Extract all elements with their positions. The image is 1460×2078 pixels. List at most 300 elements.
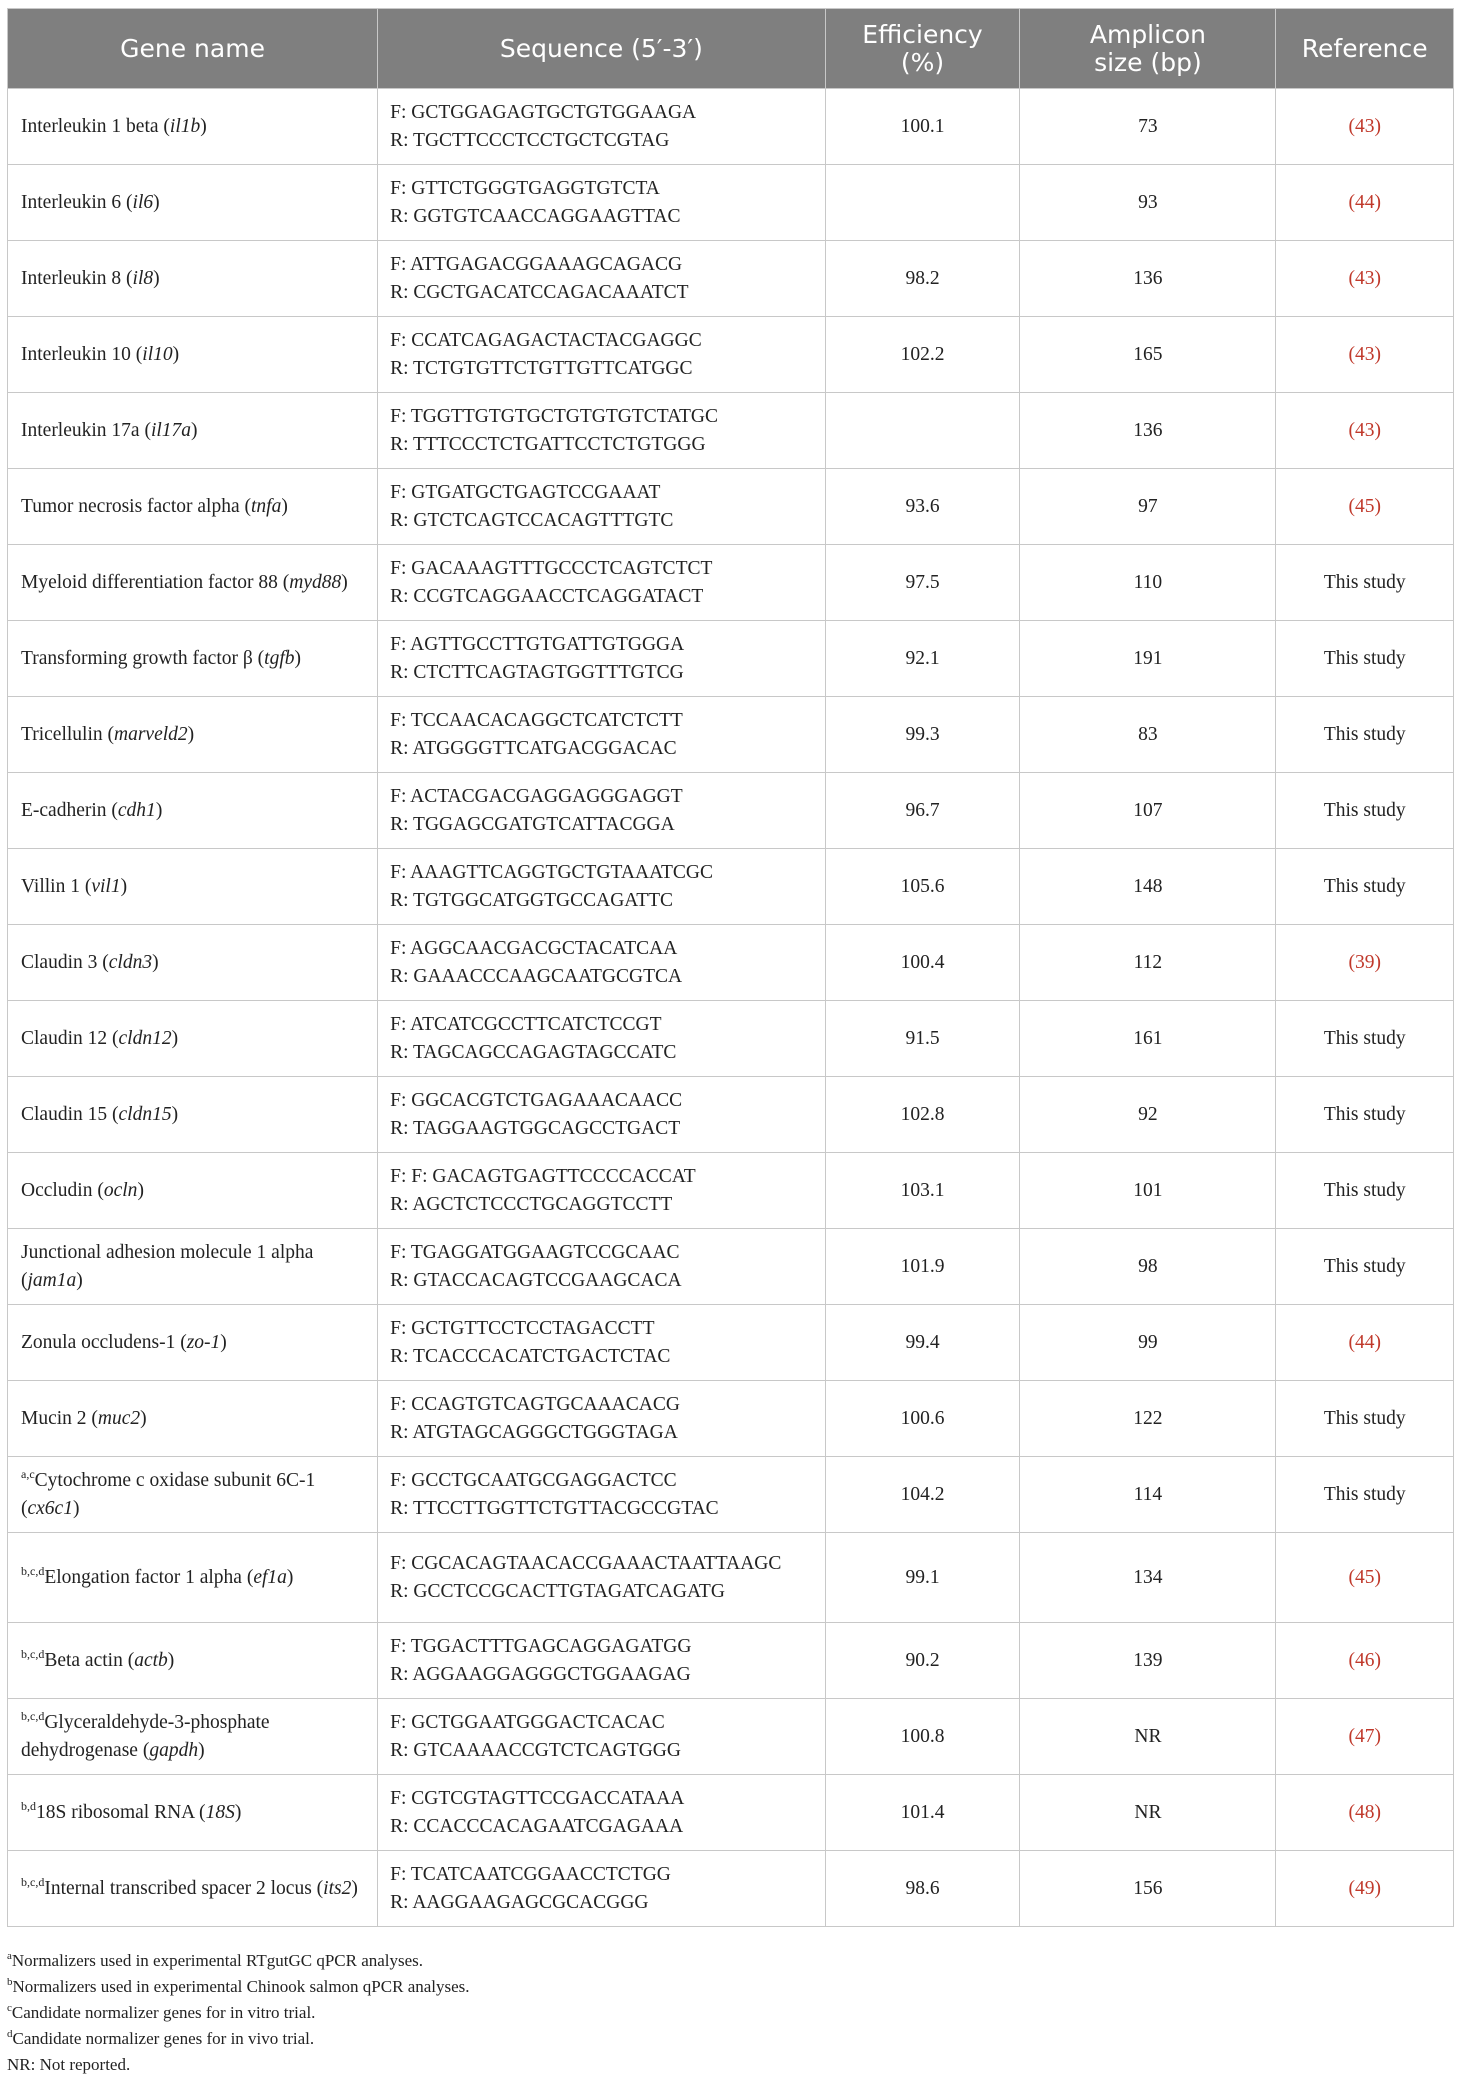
gene-name-close-paren: ) bbox=[152, 951, 159, 973]
reference-open-paren: ( bbox=[1348, 1725, 1355, 1747]
header-row bbox=[8, 9, 1454, 89]
table-row bbox=[8, 89, 1454, 165]
gene-full-name: Villin 1 ( bbox=[21, 875, 92, 897]
efficiency-cell: 100.6 bbox=[825, 1381, 1020, 1457]
reference-text: This study bbox=[1323, 571, 1406, 593]
gene-name-cell bbox=[8, 1623, 378, 1699]
reference-link[interactable] bbox=[1348, 496, 1381, 517]
sequence-cell bbox=[378, 165, 826, 241]
gene-full-name: Glyceraldehyde-3-phosphate dehydrogenase ( bbox=[21, 1711, 270, 1761]
header-amplicon-line2: size (bp) bbox=[1094, 47, 1202, 77]
gene-full-name: Interleukin 10 ( bbox=[21, 343, 143, 365]
efficiency-cell: 91.5 bbox=[825, 1001, 1020, 1077]
reference-number[interactable]: 43 bbox=[1354, 343, 1375, 365]
gene-name-close-paren: ) bbox=[341, 571, 348, 593]
footnote-line bbox=[7, 2026, 470, 2052]
forward-primer: F: GCTGGAGAGTGCTGTGGAAGA bbox=[390, 101, 697, 123]
sequence-cell bbox=[378, 1001, 826, 1077]
table-row bbox=[8, 1699, 1454, 1775]
reference-number[interactable]: 48 bbox=[1354, 1801, 1375, 1823]
reference-cell bbox=[1276, 697, 1454, 773]
reference-cell[interactable] bbox=[1276, 469, 1454, 545]
sequence-cell bbox=[378, 1077, 826, 1153]
gene-symbol: tgfb bbox=[264, 647, 295, 669]
reference-open-paren: ( bbox=[1348, 1566, 1355, 1588]
sequence-cell bbox=[378, 469, 826, 545]
reference-number[interactable]: 47 bbox=[1354, 1725, 1375, 1747]
efficiency-cell: 103.1 bbox=[825, 1153, 1020, 1229]
gene-name-cell bbox=[8, 1457, 378, 1533]
footnote-text: Candidate normalizer genes for in vitro trial. bbox=[11, 2003, 316, 2022]
reference-cell bbox=[1276, 1153, 1454, 1229]
efficiency-cell: 100.8 bbox=[825, 1699, 1020, 1775]
forward-primer: F: CCAGTGTCAGTGCAAACACG bbox=[390, 1393, 680, 1415]
reference-cell bbox=[1276, 1381, 1454, 1457]
footnote-line bbox=[7, 2000, 470, 2026]
gene-symbol: cldn15 bbox=[118, 1103, 172, 1125]
reference-number[interactable]: 45 bbox=[1354, 1566, 1375, 1588]
table-row bbox=[8, 1305, 1454, 1381]
reference-open-paren: ( bbox=[1348, 1877, 1355, 1899]
forward-primer: F: TGGTTGTGTGCTGTGTGTCTATGC bbox=[390, 405, 719, 427]
gene-symbol: il1b bbox=[169, 115, 201, 137]
reference-link[interactable] bbox=[1348, 1567, 1381, 1588]
reference-number[interactable]: 44 bbox=[1354, 1331, 1375, 1353]
sequence-cell bbox=[378, 1533, 826, 1623]
forward-primer: F: AGTTGCCTTGTGATTGTGGGA bbox=[390, 633, 685, 655]
reference-text: This study bbox=[1323, 1255, 1406, 1277]
reference-link[interactable] bbox=[1348, 1802, 1381, 1823]
reference-link[interactable] bbox=[1348, 420, 1381, 441]
efficiency-cell: 99.1 bbox=[825, 1533, 1020, 1623]
forward-primer: F: TCCAACACAGGCTCATCTCTT bbox=[390, 709, 683, 731]
gene-name-cell bbox=[8, 1153, 378, 1229]
reference-cell[interactable] bbox=[1276, 1699, 1454, 1775]
reference-open-paren: ( bbox=[1348, 343, 1355, 365]
reference-close-paren: ) bbox=[1374, 343, 1381, 365]
gene-name-close-paren: ) bbox=[72, 1497, 80, 1519]
footnote-line bbox=[7, 2052, 470, 2078]
reference-number[interactable]: 43 bbox=[1354, 267, 1375, 289]
table-row bbox=[8, 1775, 1454, 1851]
reference-text: This study bbox=[1323, 1179, 1406, 1201]
gene-symbol: jam1a bbox=[27, 1269, 77, 1291]
header-efficiency-line2: (%) bbox=[900, 47, 945, 77]
sequence-cell bbox=[378, 545, 826, 621]
amplicon-size-cell: 148 bbox=[1020, 849, 1276, 925]
sequence-cell bbox=[378, 317, 826, 393]
reference-close-paren: ) bbox=[1374, 419, 1381, 441]
sequence-cell bbox=[378, 1153, 826, 1229]
gene-symbol: actb bbox=[134, 1649, 168, 1671]
footnote-marker: b bbox=[7, 1976, 13, 1988]
gene-name-close-paren: ) bbox=[171, 1027, 179, 1049]
header-efficiency-line1: Efficiency bbox=[862, 19, 983, 49]
gene-name-close-paren: ) bbox=[76, 1269, 83, 1291]
gene-full-name: Internal transcribed spacer 2 locus ( bbox=[44, 1877, 324, 1899]
reference-cell bbox=[1276, 1457, 1454, 1533]
reverse-primer: R: GTCAAAACCGTCTCAGTGGG bbox=[390, 1739, 681, 1761]
table-body bbox=[8, 89, 1454, 1927]
reference-text: This study bbox=[1323, 1027, 1406, 1049]
reference-number[interactable]: 45 bbox=[1354, 495, 1375, 517]
gene-full-name: Occludin ( bbox=[21, 1179, 104, 1201]
gene-full-name: Beta actin ( bbox=[44, 1649, 135, 1671]
reverse-primer: R: TGCTTCCCTCCTGCTCGTAG bbox=[390, 129, 670, 151]
gene-name-close-paren: ) bbox=[200, 115, 207, 137]
reference-link[interactable] bbox=[1348, 1726, 1381, 1747]
reverse-primer: R: GTACCACAGTCCGAAGCACA bbox=[390, 1269, 682, 1291]
table-row bbox=[8, 1533, 1454, 1623]
reverse-primer: R: AAGGAAGAGCGCACGGG bbox=[390, 1891, 649, 1913]
reference-close-paren: ) bbox=[1374, 1725, 1381, 1747]
sequence-cell bbox=[378, 621, 826, 697]
amplicon-size-cell: 156 bbox=[1020, 1851, 1276, 1927]
gene-name-close-paren: ) bbox=[171, 1103, 179, 1125]
reverse-primer: R: CCGTCAGGAACCTCAGGATACT bbox=[390, 585, 704, 607]
reference-cell[interactable] bbox=[1276, 89, 1454, 165]
amplicon-size-cell: 122 bbox=[1020, 1381, 1276, 1457]
reference-open-paren: ( bbox=[1348, 1801, 1355, 1823]
sequence-cell bbox=[378, 1775, 826, 1851]
reference-cell[interactable] bbox=[1276, 393, 1454, 469]
gene-full-name: Interleukin 8 ( bbox=[21, 267, 133, 289]
gene-name-close-paren: ) bbox=[220, 1331, 227, 1353]
gene-symbol: ocln bbox=[103, 1179, 138, 1201]
table-row bbox=[8, 1623, 1454, 1699]
reference-link[interactable] bbox=[1348, 1332, 1381, 1353]
reference-cell bbox=[1276, 1001, 1454, 1077]
forward-primer: F: ATTGAGACGGAAAGCAGACG bbox=[390, 253, 683, 275]
gene-name-close-paren: ) bbox=[281, 495, 288, 517]
amplicon-size-cell: 112 bbox=[1020, 925, 1276, 1001]
reference-text: This study bbox=[1323, 1407, 1406, 1429]
reverse-primer: R: TAGGAAGTGGCAGCCTGACT bbox=[390, 1117, 681, 1139]
reference-close-paren: ) bbox=[1374, 267, 1381, 289]
efficiency-cell: 100.4 bbox=[825, 925, 1020, 1001]
reference-cell[interactable] bbox=[1276, 165, 1454, 241]
reference-open-paren: ( bbox=[1348, 1649, 1355, 1671]
efficiency-cell: 104.2 bbox=[825, 1457, 1020, 1533]
header-gene-name: Gene name bbox=[8, 9, 378, 89]
reference-link[interactable] bbox=[1348, 192, 1381, 213]
reverse-primer: R: ATGGGGTTCATGACGGACAC bbox=[390, 737, 677, 759]
reference-close-paren: ) bbox=[1374, 1877, 1381, 1899]
reference-link[interactable] bbox=[1348, 116, 1381, 137]
forward-primer: F: CGCACAGTAACACCGAAACTAATTAAGC bbox=[390, 1552, 782, 1574]
gene-name-close-paren: ) bbox=[137, 1179, 144, 1201]
reverse-primer: R: ATGTAGCAGGGCTGGGTAGA bbox=[390, 1421, 678, 1443]
gene-symbol: its2 bbox=[323, 1877, 352, 1899]
sequence-cell bbox=[378, 89, 826, 165]
sequence-cell bbox=[378, 773, 826, 849]
gene-name-close-paren: ) bbox=[140, 1407, 147, 1429]
gene-full-name: Elongation factor 1 alpha ( bbox=[44, 1566, 254, 1588]
sequence-cell bbox=[378, 849, 826, 925]
efficiency-cell: 92.1 bbox=[825, 621, 1020, 697]
footnote-line bbox=[7, 1948, 470, 1974]
reference-link[interactable] bbox=[1348, 344, 1381, 365]
gene-name-close-paren: ) bbox=[155, 799, 163, 821]
gene-name-cell bbox=[8, 89, 378, 165]
efficiency-cell: 99.3 bbox=[825, 697, 1020, 773]
amplicon-size-cell: 83 bbox=[1020, 697, 1276, 773]
gene-symbol: cldn12 bbox=[118, 1027, 172, 1049]
reference-link[interactable] bbox=[1348, 268, 1381, 289]
gene-name-close-paren: ) bbox=[153, 267, 160, 289]
amplicon-size-cell: 92 bbox=[1020, 1077, 1276, 1153]
gene-full-name: E-cadherin ( bbox=[21, 799, 118, 821]
gene-symbol: muc2 bbox=[97, 1407, 141, 1429]
gene-symbol: cx6c1 bbox=[27, 1497, 73, 1519]
efficiency-cell: 98.2 bbox=[825, 241, 1020, 317]
footnote-line bbox=[7, 1974, 470, 2000]
amplicon-size-cell: 134 bbox=[1020, 1533, 1276, 1623]
gene-name-close-paren: ) bbox=[167, 1649, 175, 1671]
gene-name-cell bbox=[8, 773, 378, 849]
reference-cell bbox=[1276, 773, 1454, 849]
gene-name-close-paren: ) bbox=[234, 1801, 242, 1823]
header-efficiency bbox=[825, 9, 1020, 89]
amplicon-size-cell: 101 bbox=[1020, 1153, 1276, 1229]
amplicon-size-cell: 165 bbox=[1020, 317, 1276, 393]
reference-close-paren: ) bbox=[1374, 115, 1381, 137]
reverse-primer: R: TGTGGCATGGTGCCAGATTC bbox=[390, 889, 674, 911]
footnote-text: NR: Not reported. bbox=[7, 2055, 131, 2074]
gene-symbol: il17a bbox=[150, 419, 192, 441]
sequence-cell bbox=[378, 393, 826, 469]
gene-symbol: ef1a bbox=[253, 1566, 287, 1588]
efficiency-cell: 98.6 bbox=[825, 1851, 1020, 1927]
amplicon-size-cell: NR bbox=[1020, 1775, 1276, 1851]
gene-symbol: vil1 bbox=[91, 875, 121, 897]
reference-link[interactable] bbox=[1348, 1878, 1381, 1899]
reference-text: This study bbox=[1323, 1483, 1406, 1505]
forward-primer: F: GTGATGCTGAGTCCGAAAT bbox=[390, 481, 661, 503]
sequence-cell bbox=[378, 1457, 826, 1533]
header-amplicon-line1: Amplicon bbox=[1089, 19, 1206, 49]
amplicon-size-cell: 110 bbox=[1020, 545, 1276, 621]
reverse-primer: R: GCCTCCGCACTTGTAGATCAGATG bbox=[390, 1580, 725, 1602]
reference-close-paren: ) bbox=[1374, 1566, 1381, 1588]
reference-cell[interactable] bbox=[1276, 1533, 1454, 1623]
amplicon-size-cell: 93 bbox=[1020, 165, 1276, 241]
forward-primer: F: GTTCTGGGTGAGGTGTCTA bbox=[390, 177, 660, 199]
forward-primer: F: AGGCAACGACGCTACATCAA bbox=[390, 937, 678, 959]
gene-symbol: myd88 bbox=[289, 571, 342, 593]
gene-name-cell bbox=[8, 317, 378, 393]
gene-symbol: il10 bbox=[142, 343, 173, 365]
reverse-primer: R: TCTGTGTTCTGTTGTTCATGGC bbox=[390, 357, 693, 379]
gene-name-cell bbox=[8, 1229, 378, 1305]
table-row bbox=[8, 241, 1454, 317]
forward-primer: F: TGAGGATGGAAGTCCGCAAC bbox=[390, 1241, 680, 1263]
table-row bbox=[8, 1001, 1454, 1077]
gene-symbol: gapdh bbox=[149, 1739, 199, 1761]
reference-open-paren: ( bbox=[1348, 191, 1355, 213]
reference-cell[interactable] bbox=[1276, 1775, 1454, 1851]
gene-full-name: Claudin 15 ( bbox=[21, 1103, 119, 1125]
reference-cell bbox=[1276, 545, 1454, 621]
reference-text: This study bbox=[1323, 799, 1406, 821]
reference-cell[interactable] bbox=[1276, 1305, 1454, 1381]
reference-number[interactable]: 44 bbox=[1354, 191, 1375, 213]
reference-close-paren: ) bbox=[1374, 951, 1381, 973]
efficiency-cell: 93.6 bbox=[825, 469, 1020, 545]
amplicon-size-cell: 114 bbox=[1020, 1457, 1276, 1533]
normalizer-footnote-marker: b,c,d bbox=[21, 1563, 45, 1578]
header-reference: Reference bbox=[1276, 9, 1454, 89]
footnote-text: Candidate normalizer genes for in vivo trial. bbox=[12, 2029, 315, 2048]
forward-primer: F: GCTGGAATGGGACTCACAC bbox=[390, 1711, 665, 1733]
reference-cell[interactable] bbox=[1276, 1851, 1454, 1927]
reference-close-paren: ) bbox=[1374, 1801, 1381, 1823]
forward-primer: F: CGTCGTAGTTCCGACCATAAA bbox=[390, 1787, 685, 1809]
reference-open-paren: ( bbox=[1348, 1331, 1355, 1353]
efficiency-cell: 99.4 bbox=[825, 1305, 1020, 1381]
reference-cell bbox=[1276, 849, 1454, 925]
reverse-primer: R: GAAACCCAAGCAATGCGTCA bbox=[390, 965, 683, 987]
table-row bbox=[8, 545, 1454, 621]
reference-number[interactable]: 43 bbox=[1354, 115, 1375, 137]
gene-name-cell bbox=[8, 925, 378, 1001]
table-row bbox=[8, 925, 1454, 1001]
reverse-primer: R: TTTCCCTCTGATTCCTCTGTGGG bbox=[390, 433, 706, 455]
reference-number[interactable]: 46 bbox=[1354, 1649, 1375, 1671]
gene-name-cell bbox=[8, 1077, 378, 1153]
efficiency-cell bbox=[825, 165, 1020, 241]
reference-text: This study bbox=[1323, 875, 1406, 897]
reverse-primer: R: AGGAAGGAGGGCTGGAAGAG bbox=[390, 1663, 691, 1685]
forward-primer: F: GCTGTTCCTCCTAGACCTT bbox=[390, 1317, 655, 1339]
footnotes bbox=[7, 1948, 470, 2078]
efficiency-cell: 102.2 bbox=[825, 317, 1020, 393]
reference-open-paren: ( bbox=[1348, 951, 1355, 973]
gene-name-cell bbox=[8, 1001, 378, 1077]
reference-open-paren: ( bbox=[1348, 419, 1355, 441]
efficiency-cell: 105.6 bbox=[825, 849, 1020, 925]
reference-close-paren: ) bbox=[1374, 495, 1381, 517]
normalizer-footnote-marker: a,c bbox=[21, 1466, 35, 1481]
reference-cell bbox=[1276, 1077, 1454, 1153]
gene-name-close-paren: ) bbox=[187, 723, 195, 745]
forward-primer: F: ATCATCGCCTTCATCTCCGT bbox=[390, 1013, 662, 1035]
reference-cell[interactable] bbox=[1276, 241, 1454, 317]
header-amplicon-size bbox=[1020, 9, 1276, 89]
sequence-cell bbox=[378, 1699, 826, 1775]
footnote-text: Normalizers used in experimental RTgutGC qPCR analyses. bbox=[11, 1951, 424, 1970]
forward-primer: F: GACAAAGTTTGCCCTCAGTCTCT bbox=[390, 557, 713, 579]
reference-link[interactable] bbox=[1348, 1650, 1381, 1671]
amplicon-size-cell: NR bbox=[1020, 1699, 1276, 1775]
footnote-marker: c bbox=[7, 2002, 12, 2014]
table-row bbox=[8, 1457, 1454, 1533]
gene-name-close-paren: ) bbox=[153, 191, 160, 213]
efficiency-cell: 96.7 bbox=[825, 773, 1020, 849]
gene-name-close-paren: ) bbox=[351, 1877, 358, 1899]
gene-name-cell bbox=[8, 545, 378, 621]
gene-name-cell bbox=[8, 393, 378, 469]
forward-primer: F: TGGACTTTGAGCAGGAGATGG bbox=[390, 1635, 692, 1657]
primer-table bbox=[7, 8, 1454, 1927]
gene-full-name: Tumor necrosis factor alpha ( bbox=[21, 495, 251, 517]
reverse-primer: R: TTCCTTGGTTCTGTTACGCCGTAC bbox=[390, 1497, 719, 1519]
amplicon-size-cell: 107 bbox=[1020, 773, 1276, 849]
gene-name-close-paren: ) bbox=[294, 647, 302, 669]
header-sequence: Sequence (5′-3′) bbox=[378, 9, 826, 89]
reference-cell bbox=[1276, 621, 1454, 697]
reference-close-paren: ) bbox=[1374, 191, 1381, 213]
reference-link[interactable] bbox=[1348, 952, 1381, 973]
gene-name-cell bbox=[8, 1381, 378, 1457]
table-row bbox=[8, 165, 1454, 241]
gene-full-name: Claudin 3 ( bbox=[21, 951, 109, 973]
reference-number[interactable]: 43 bbox=[1354, 419, 1375, 441]
efficiency-cell: 102.8 bbox=[825, 1077, 1020, 1153]
gene-symbol: cdh1 bbox=[117, 799, 156, 821]
amplicon-size-cell: 139 bbox=[1020, 1623, 1276, 1699]
gene-full-name: Transforming growth factor β ( bbox=[21, 647, 265, 669]
gene-name-close-paren: ) bbox=[286, 1566, 294, 1588]
gene-symbol: cldn3 bbox=[108, 951, 153, 973]
gene-symbol: il6 bbox=[132, 191, 154, 213]
reference-number[interactable]: 49 bbox=[1354, 1877, 1375, 1899]
forward-primer: F: GCCTGCAATGCGAGGACTCC bbox=[390, 1469, 677, 1491]
gene-name-cell bbox=[8, 469, 378, 545]
gene-full-name: Tricellulin ( bbox=[21, 723, 114, 745]
reverse-primer: R: AGCTCTCCCTGCAGGTCCTT bbox=[390, 1193, 673, 1215]
table-row bbox=[8, 1851, 1454, 1927]
efficiency-cell: 101.4 bbox=[825, 1775, 1020, 1851]
gene-full-name: Claudin 12 ( bbox=[21, 1027, 119, 1049]
reverse-primer: R: TCACCCACATCTGACTCTAC bbox=[390, 1345, 671, 1367]
reverse-primer: R: GGTGTCAACCAGGAAGTTAC bbox=[390, 205, 681, 227]
table-row bbox=[8, 849, 1454, 925]
gene-full-name: Myeloid differentiation factor 88 ( bbox=[21, 571, 290, 593]
reference-number[interactable]: 39 bbox=[1354, 951, 1375, 973]
table-row bbox=[8, 393, 1454, 469]
gene-symbol: tnfa bbox=[250, 495, 282, 517]
reference-cell[interactable] bbox=[1276, 1623, 1454, 1699]
efficiency-cell: 90.2 bbox=[825, 1623, 1020, 1699]
table-row bbox=[8, 621, 1454, 697]
normalizer-footnote-marker: b,c,d bbox=[21, 1708, 45, 1723]
amplicon-size-cell: 136 bbox=[1020, 393, 1276, 469]
normalizer-footnote-marker: b,c,d bbox=[21, 1874, 45, 1889]
gene-symbol: il8 bbox=[132, 267, 154, 289]
efficiency-cell: 97.5 bbox=[825, 545, 1020, 621]
gene-full-name: Interleukin 1 beta ( bbox=[21, 115, 170, 137]
table-row bbox=[8, 1077, 1454, 1153]
sequence-cell bbox=[378, 1851, 826, 1927]
sequence-cell bbox=[378, 697, 826, 773]
gene-name-cell bbox=[8, 621, 378, 697]
efficiency-cell: 101.9 bbox=[825, 1229, 1020, 1305]
reverse-primer: R: TAGCAGCCAGAGTAGCCATC bbox=[390, 1041, 677, 1063]
gene-name-close-paren: ) bbox=[191, 419, 198, 441]
reference-close-paren: ) bbox=[1374, 1649, 1381, 1671]
gene-symbol: marveld2 bbox=[114, 723, 188, 745]
reference-cell[interactable] bbox=[1276, 317, 1454, 393]
reference-open-paren: ( bbox=[1348, 115, 1355, 137]
reference-cell[interactable] bbox=[1276, 925, 1454, 1001]
efficiency-cell bbox=[825, 393, 1020, 469]
amplicon-size-cell: 136 bbox=[1020, 241, 1276, 317]
gene-name-cell bbox=[8, 165, 378, 241]
gene-name-cell bbox=[8, 1699, 378, 1775]
sequence-cell bbox=[378, 1623, 826, 1699]
forward-primer: F: ACTACGACGAGGAGGGAGGT bbox=[390, 785, 683, 807]
